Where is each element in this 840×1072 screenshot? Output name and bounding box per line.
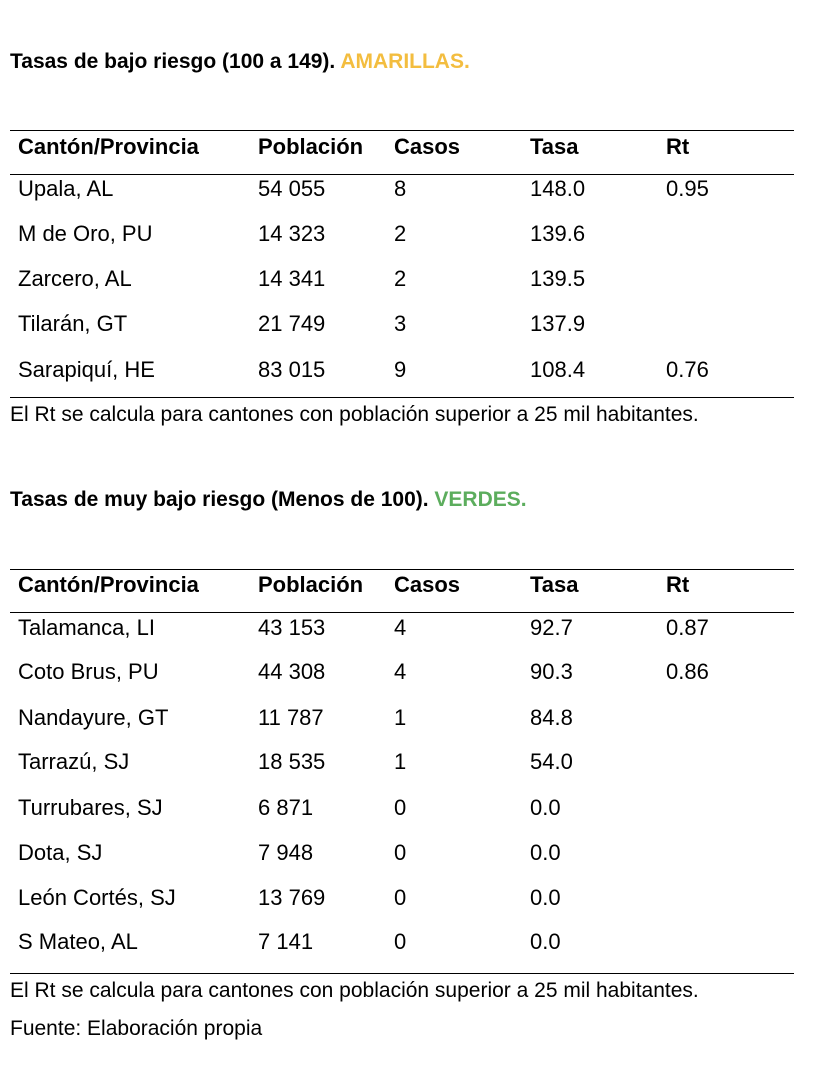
table-row xyxy=(10,256,794,301)
cell-tasa: 139.5 xyxy=(530,266,586,291)
header-rt: Rt xyxy=(666,134,690,159)
table-low-bottom-rule xyxy=(10,397,794,398)
cell-canton: Dota, SJ xyxy=(18,840,103,865)
cell-tasa: 148.0 xyxy=(530,176,586,201)
cell-canton: León Cortés, SJ xyxy=(18,885,176,910)
table-very-low-note: El Rt se calcula para cantones con población superior a 25 mil habitantes. xyxy=(10,979,699,1002)
cell-casos: 3 xyxy=(394,311,407,336)
cell-canton: Upala, AL xyxy=(18,176,114,201)
cell-rt: 0.76 xyxy=(666,357,709,382)
table-row xyxy=(10,347,794,392)
header-poblacion: Población xyxy=(258,134,364,159)
cell-canton: M de Oro, PU xyxy=(18,221,153,246)
table-low-header-row xyxy=(10,124,794,169)
table-row xyxy=(10,739,794,784)
cell-poblacion: 83 015 xyxy=(258,357,326,382)
cell-canton: Nandayure, GT xyxy=(18,705,169,730)
cell-tasa: 0.0 xyxy=(530,929,561,954)
cell-poblacion: 21 749 xyxy=(258,311,326,336)
cell-canton: Zarcero, AL xyxy=(18,266,132,291)
cell-casos: 1 xyxy=(394,749,407,774)
cell-casos: 0 xyxy=(394,929,407,954)
section-low-tag: AMARILLAS. xyxy=(340,50,470,73)
cell-tasa: 92.7 xyxy=(530,615,573,640)
cell-poblacion: 54 055 xyxy=(258,176,326,201)
cell-poblacion: 44 308 xyxy=(258,659,326,684)
cell-canton: Tarrazú, SJ xyxy=(18,749,130,774)
cell-casos: 2 xyxy=(394,266,407,291)
cell-poblacion: 7 948 xyxy=(258,840,314,865)
table-row xyxy=(10,166,794,211)
cell-rt: 0.87 xyxy=(666,615,709,640)
cell-canton: Talamanca, LI xyxy=(18,615,155,640)
table-very-low-header-row xyxy=(10,562,794,607)
table-row xyxy=(10,919,794,964)
cell-rt: 0.95 xyxy=(666,176,709,201)
cell-casos: 0 xyxy=(394,885,407,910)
section-very-low-title-text: Tasas de muy bajo riesgo (Menos de 100). xyxy=(10,488,429,511)
cell-canton: Turrubares, SJ xyxy=(18,795,163,820)
table-row xyxy=(10,695,794,740)
table-row xyxy=(10,649,794,694)
cell-poblacion: 7 141 xyxy=(258,929,314,954)
source-note: Fuente: Elaboración propia xyxy=(10,1017,263,1040)
cell-poblacion: 14 323 xyxy=(258,221,326,246)
section-low-title-text: Tasas de bajo riesgo (100 a 149). xyxy=(10,50,336,73)
cell-casos: 4 xyxy=(394,659,407,684)
cell-poblacion: 43 153 xyxy=(258,615,326,640)
cell-canton: Coto Brus, PU xyxy=(18,659,159,684)
cell-casos: 1 xyxy=(394,705,407,730)
header-canton: Cantón/Provincia xyxy=(18,572,199,597)
header-casos: Casos xyxy=(394,134,461,159)
cell-tasa: 84.8 xyxy=(530,705,573,730)
header-canton: Cantón/Provincia xyxy=(18,134,199,159)
cell-canton: Tilarán, GT xyxy=(18,311,128,336)
cell-casos: 0 xyxy=(394,795,407,820)
header-tasa: Tasa xyxy=(530,134,579,159)
header-rt: Rt xyxy=(666,572,690,597)
cell-casos: 4 xyxy=(394,615,407,640)
cell-tasa: 139.6 xyxy=(530,221,586,246)
cell-casos: 2 xyxy=(394,221,407,246)
cell-tasa: 0.0 xyxy=(530,840,561,865)
cell-canton: Sarapiquí, HE xyxy=(18,357,155,382)
cell-tasa: 108.4 xyxy=(530,357,586,382)
cell-rt: 0.86 xyxy=(666,659,709,684)
cell-poblacion: 18 535 xyxy=(258,749,326,774)
section-very-low-tag: VERDES. xyxy=(434,488,527,511)
header-casos: Casos xyxy=(394,572,461,597)
cell-poblacion: 13 769 xyxy=(258,885,326,910)
table-row xyxy=(10,605,794,650)
cell-casos: 9 xyxy=(394,357,407,382)
table-row xyxy=(10,211,794,256)
cell-tasa: 0.0 xyxy=(530,885,561,910)
cell-poblacion: 11 787 xyxy=(258,705,324,730)
cell-tasa: 90.3 xyxy=(530,659,573,684)
cell-tasa: 137.9 xyxy=(530,311,586,336)
table-row xyxy=(10,830,794,875)
cell-poblacion: 14 341 xyxy=(258,266,326,291)
table-low-note: El Rt se calcula para cantones con población superior a 25 mil habitantes. xyxy=(10,403,699,426)
cell-casos: 8 xyxy=(394,176,407,201)
cell-canton: S Mateo, AL xyxy=(18,929,138,954)
header-poblacion: Población xyxy=(258,572,364,597)
header-tasa: Tasa xyxy=(530,572,579,597)
section-low-title xyxy=(10,49,470,75)
cell-casos: 0 xyxy=(394,840,407,865)
cell-tasa: 0.0 xyxy=(530,795,561,820)
table-row xyxy=(10,785,794,830)
table-row xyxy=(10,875,794,920)
table-row xyxy=(10,301,794,346)
section-very-low-title xyxy=(10,487,527,513)
cell-poblacion: 6 871 xyxy=(258,795,314,820)
table-very-low-bottom-rule xyxy=(10,973,794,974)
cell-tasa: 54.0 xyxy=(530,749,573,774)
